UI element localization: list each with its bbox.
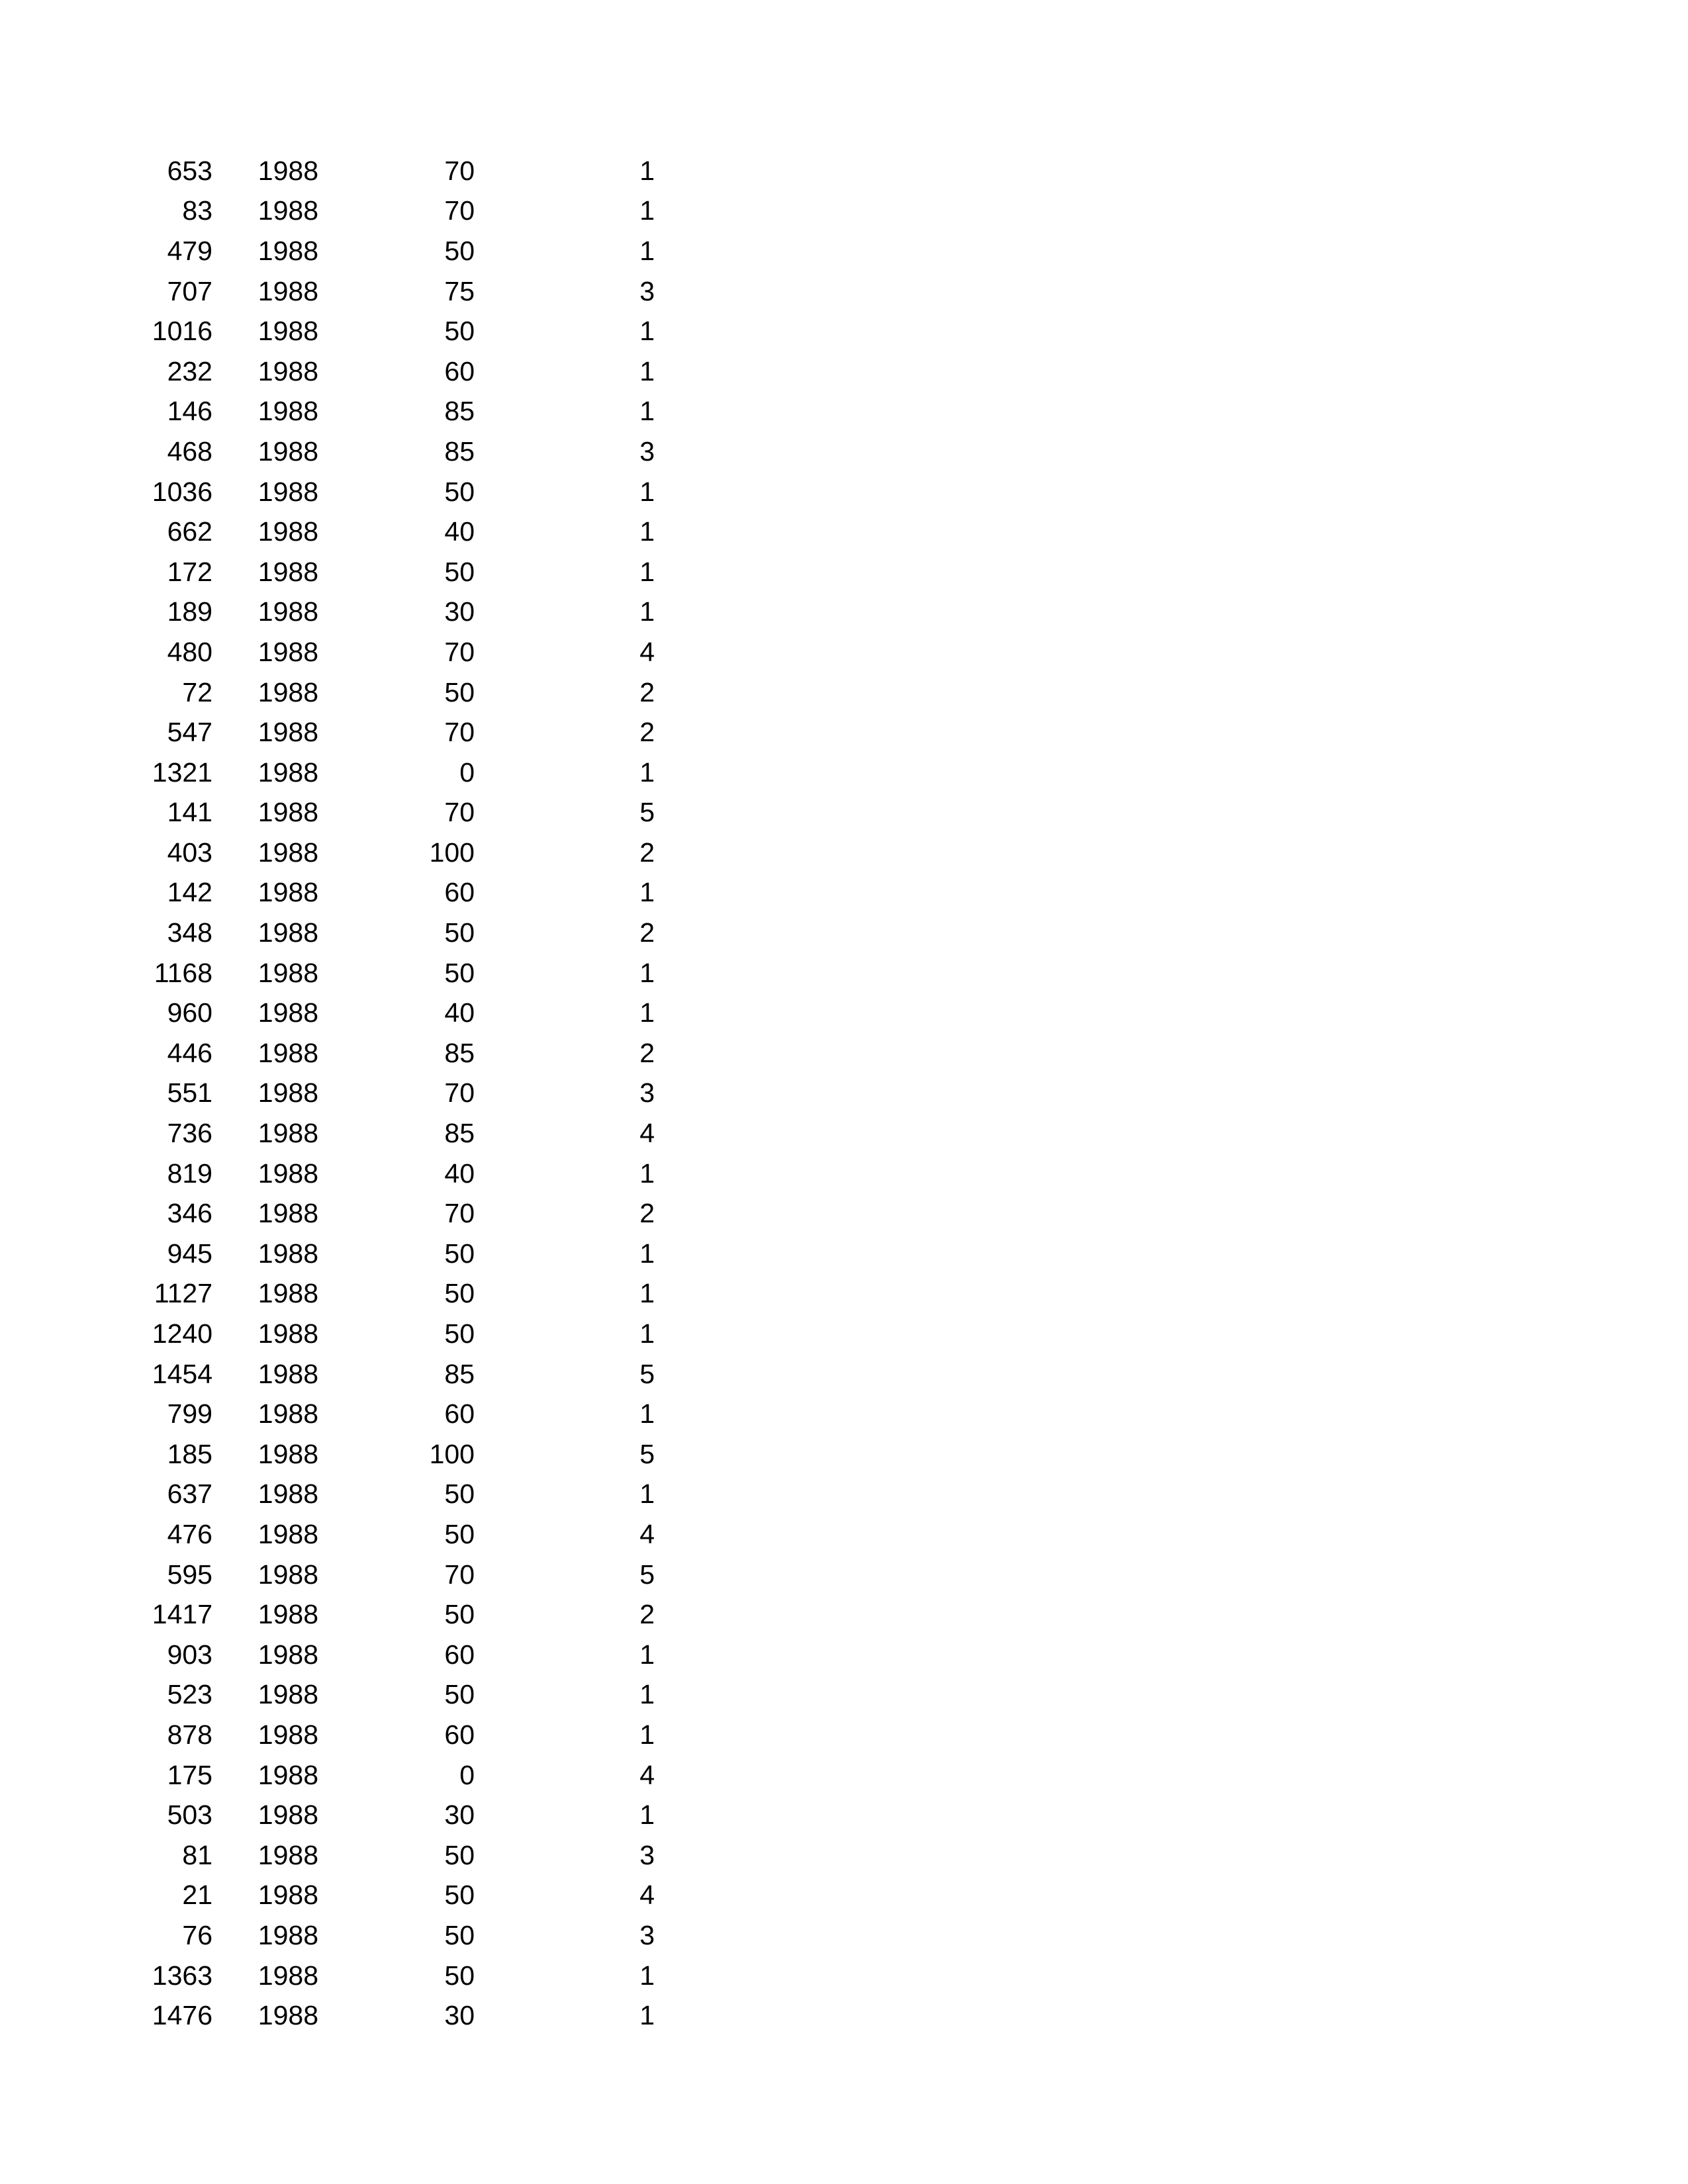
- year-cell: 1988: [258, 717, 318, 748]
- year-cell: 1988: [258, 235, 318, 266]
- count-cell: 4: [639, 636, 655, 667]
- id-cell: 653: [167, 155, 212, 186]
- id-cell: 479: [167, 235, 212, 266]
- table-row: [132, 271, 655, 312]
- year-cell: 1988: [258, 1238, 318, 1269]
- count-cell: 1: [639, 756, 655, 788]
- year-cell: 1988: [258, 556, 318, 587]
- id-cell: 503: [167, 1799, 212, 1831]
- count-cell: 3: [639, 435, 655, 467]
- value-cell: 100: [429, 837, 475, 868]
- count-cell: 4: [639, 1880, 655, 1911]
- table-row: [132, 1394, 655, 1434]
- id-cell: 142: [167, 877, 212, 908]
- count-cell: 1: [639, 1960, 655, 1991]
- year-cell: 1988: [258, 1919, 318, 1950]
- table-row: [132, 1755, 655, 1796]
- id-cell: 185: [167, 1438, 212, 1469]
- count-cell: 1: [639, 1639, 655, 1670]
- count-cell: 3: [639, 1919, 655, 1950]
- table-row: [132, 1956, 655, 1996]
- count-cell: 1: [639, 1158, 655, 1189]
- table-row: [132, 1274, 655, 1314]
- year-cell: 1988: [258, 316, 318, 347]
- id-cell: 468: [167, 435, 212, 467]
- table-row: [132, 632, 655, 672]
- id-cell: 232: [167, 355, 212, 387]
- year-cell: 1988: [258, 1398, 318, 1430]
- year-cell: 1988: [258, 1559, 318, 1590]
- year-cell: 1988: [258, 476, 318, 507]
- value-cell: 40: [444, 997, 475, 1028]
- table-row: [132, 1915, 655, 1956]
- year-cell: 1988: [258, 355, 318, 387]
- count-cell: 5: [639, 797, 655, 828]
- value-cell: 85: [444, 1037, 475, 1068]
- count-cell: 1: [639, 1278, 655, 1309]
- year-cell: 1988: [258, 1479, 318, 1510]
- count-cell: 1: [639, 476, 655, 507]
- table-row: [132, 873, 655, 913]
- id-cell: 799: [167, 1398, 212, 1430]
- count-cell: 2: [639, 837, 655, 868]
- value-cell: 30: [444, 1799, 475, 1831]
- id-cell: 1240: [152, 1318, 212, 1349]
- count-cell: 3: [639, 1077, 655, 1109]
- value-cell: 85: [444, 396, 475, 427]
- year-cell: 1988: [258, 997, 318, 1028]
- value-cell: 50: [444, 476, 475, 507]
- year-cell: 1988: [258, 1278, 318, 1309]
- year-cell: 1988: [258, 957, 318, 988]
- table-row: [132, 913, 655, 953]
- table-row: [132, 1835, 655, 1876]
- count-cell: 4: [639, 1118, 655, 1149]
- table-row: [132, 1555, 655, 1595]
- table-row: [132, 1995, 655, 2036]
- value-cell: 50: [444, 316, 475, 347]
- id-cell: 736: [167, 1118, 212, 1149]
- id-cell: 1454: [152, 1358, 212, 1389]
- count-cell: 1: [639, 1238, 655, 1269]
- value-cell: 70: [444, 797, 475, 828]
- id-cell: 1417: [152, 1599, 212, 1630]
- value-cell: 50: [444, 1960, 475, 1991]
- table-row: [132, 1434, 655, 1475]
- value-cell: 50: [444, 1839, 475, 1870]
- year-cell: 1988: [258, 1158, 318, 1189]
- value-cell: 70: [444, 1559, 475, 1590]
- table-row: [132, 1154, 655, 1194]
- id-cell: 1036: [152, 476, 212, 507]
- table-row: [132, 592, 655, 633]
- table-row: [132, 1795, 655, 1835]
- value-cell: 50: [444, 1599, 475, 1630]
- value-cell: 60: [444, 877, 475, 908]
- table-row: [132, 432, 655, 472]
- count-cell: 1: [639, 1719, 655, 1750]
- count-cell: 1: [639, 316, 655, 347]
- count-cell: 1: [639, 1398, 655, 1430]
- value-cell: 50: [444, 1479, 475, 1510]
- id-cell: 1127: [154, 1278, 212, 1309]
- id-cell: 903: [167, 1639, 212, 1670]
- count-cell: 2: [639, 1037, 655, 1068]
- year-cell: 1988: [258, 2000, 318, 2031]
- value-cell: 50: [444, 1880, 475, 1911]
- value-cell: 70: [444, 155, 475, 186]
- value-cell: 50: [444, 1278, 475, 1309]
- count-cell: 2: [639, 1198, 655, 1229]
- year-cell: 1988: [258, 1599, 318, 1630]
- count-cell: 1: [639, 1799, 655, 1831]
- table-row: [132, 712, 655, 752]
- count-cell: 2: [639, 917, 655, 948]
- year-cell: 1988: [258, 1639, 318, 1670]
- count-cell: 1: [639, 195, 655, 226]
- year-cell: 1988: [258, 917, 318, 948]
- value-cell: 60: [444, 1398, 475, 1430]
- id-cell: 72: [182, 676, 212, 707]
- value-cell: 70: [444, 717, 475, 748]
- count-cell: 5: [639, 1559, 655, 1590]
- year-cell: 1988: [258, 275, 318, 306]
- year-cell: 1988: [258, 396, 318, 427]
- count-cell: 1: [639, 957, 655, 988]
- table-row: [132, 752, 655, 793]
- value-cell: 30: [444, 596, 475, 627]
- year-cell: 1988: [258, 1037, 318, 1068]
- value-cell: 70: [444, 636, 475, 667]
- table-body: [132, 151, 655, 2036]
- count-cell: 1: [639, 1318, 655, 1349]
- count-cell: 4: [639, 1518, 655, 1549]
- id-cell: 21: [182, 1880, 212, 1911]
- year-cell: 1988: [258, 1759, 318, 1790]
- value-cell: 0: [459, 1759, 475, 1790]
- count-cell: 1: [639, 155, 655, 186]
- id-cell: 1476: [152, 2000, 212, 2031]
- id-cell: 480: [167, 636, 212, 667]
- id-cell: 960: [167, 997, 212, 1028]
- id-cell: 1016: [152, 316, 212, 347]
- id-cell: 146: [167, 396, 212, 427]
- id-cell: 81: [182, 1839, 212, 1870]
- year-cell: 1988: [258, 877, 318, 908]
- value-cell: 50: [444, 235, 475, 266]
- id-cell: 346: [167, 1198, 212, 1229]
- table-row: [132, 1234, 655, 1274]
- value-cell: 40: [444, 516, 475, 547]
- value-cell: 50: [444, 676, 475, 707]
- year-cell: 1988: [258, 1960, 318, 1991]
- value-cell: 60: [444, 1719, 475, 1750]
- table-row: [132, 1675, 655, 1715]
- count-cell: 2: [639, 1599, 655, 1630]
- year-cell: 1988: [258, 1318, 318, 1349]
- year-cell: 1988: [258, 1198, 318, 1229]
- count-cell: 1: [639, 997, 655, 1028]
- id-cell: 1168: [154, 957, 212, 988]
- id-cell: 403: [167, 837, 212, 868]
- year-cell: 1988: [258, 516, 318, 547]
- year-cell: 1988: [258, 435, 318, 467]
- count-cell: 1: [639, 235, 655, 266]
- table-row: [132, 1876, 655, 1916]
- table-row: [132, 1715, 655, 1755]
- count-cell: 5: [639, 1358, 655, 1389]
- table-row: [132, 953, 655, 993]
- table-row: [132, 231, 655, 271]
- id-cell: 1321: [152, 756, 212, 788]
- year-cell: 1988: [258, 1679, 318, 1710]
- id-cell: 76: [182, 1919, 212, 1950]
- value-cell: 50: [444, 1318, 475, 1349]
- value-cell: 50: [444, 1238, 475, 1269]
- value-cell: 85: [444, 435, 475, 467]
- value-cell: 50: [444, 556, 475, 587]
- table-row: [132, 993, 655, 1033]
- id-cell: 523: [167, 1679, 212, 1710]
- value-cell: 60: [444, 355, 475, 387]
- table-row: [132, 512, 655, 552]
- id-cell: 476: [167, 1518, 212, 1549]
- table-row: [132, 351, 655, 392]
- count-cell: 1: [639, 396, 655, 427]
- count-cell: 3: [639, 1839, 655, 1870]
- id-cell: 662: [167, 516, 212, 547]
- id-cell: 348: [167, 917, 212, 948]
- value-cell: 50: [444, 1518, 475, 1549]
- year-cell: 1988: [258, 195, 318, 226]
- year-cell: 1988: [258, 1799, 318, 1831]
- count-cell: 1: [639, 556, 655, 587]
- table-row: [132, 1635, 655, 1675]
- count-cell: 2: [639, 676, 655, 707]
- id-cell: 83: [182, 195, 212, 226]
- year-cell: 1988: [258, 797, 318, 828]
- year-cell: 1988: [258, 1358, 318, 1389]
- table-row: [132, 1193, 655, 1234]
- table-row: [132, 311, 655, 351]
- table-row: [132, 392, 655, 432]
- count-cell: 1: [639, 596, 655, 627]
- value-cell: 85: [444, 1118, 475, 1149]
- table-row: [132, 1113, 655, 1154]
- count-cell: 1: [639, 355, 655, 387]
- count-cell: 2: [639, 717, 655, 748]
- count-cell: 1: [639, 2000, 655, 2031]
- year-cell: 1988: [258, 1518, 318, 1549]
- value-cell: 30: [444, 2000, 475, 2031]
- value-cell: 0: [459, 756, 475, 788]
- table-row: [132, 151, 655, 191]
- id-cell: 595: [167, 1559, 212, 1590]
- id-cell: 1363: [152, 1960, 212, 1991]
- id-cell: 819: [167, 1158, 212, 1189]
- count-cell: 4: [639, 1759, 655, 1790]
- table-row: [132, 1514, 655, 1555]
- year-cell: 1988: [258, 1077, 318, 1109]
- year-cell: 1988: [258, 676, 318, 707]
- count-cell: 1: [639, 1679, 655, 1710]
- table-row: [132, 1073, 655, 1114]
- year-cell: 1988: [258, 155, 318, 186]
- count-cell: 1: [639, 877, 655, 908]
- id-cell: 551: [167, 1077, 212, 1109]
- id-cell: 172: [167, 556, 212, 587]
- value-cell: 50: [444, 957, 475, 988]
- id-cell: 141: [167, 797, 212, 828]
- year-cell: 1988: [258, 1438, 318, 1469]
- value-cell: 40: [444, 1158, 475, 1189]
- table-row: [132, 1475, 655, 1515]
- id-cell: 175: [167, 1759, 212, 1790]
- value-cell: 70: [444, 195, 475, 226]
- id-cell: 637: [167, 1479, 212, 1510]
- year-cell: 1988: [258, 1118, 318, 1149]
- value-cell: 70: [444, 1198, 475, 1229]
- id-cell: 446: [167, 1037, 212, 1068]
- table-row: [132, 672, 655, 713]
- year-cell: 1988: [258, 596, 318, 627]
- count-cell: 3: [639, 275, 655, 306]
- value-cell: 60: [444, 1639, 475, 1670]
- year-cell: 1988: [258, 756, 318, 788]
- id-cell: 707: [167, 275, 212, 306]
- table-row: [132, 1033, 655, 1073]
- value-cell: 75: [444, 275, 475, 306]
- year-cell: 1988: [258, 636, 318, 667]
- data-table: [132, 151, 655, 2036]
- table-row: [132, 552, 655, 592]
- table-row: [132, 1314, 655, 1354]
- value-cell: 50: [444, 1679, 475, 1710]
- table-row: [132, 472, 655, 512]
- value-cell: 50: [444, 917, 475, 948]
- table-row: [132, 1594, 655, 1635]
- table-row: [132, 1354, 655, 1394]
- id-cell: 189: [167, 596, 212, 627]
- value-cell: 100: [429, 1438, 475, 1469]
- table-row: [132, 191, 655, 232]
- count-cell: 5: [639, 1438, 655, 1469]
- value-cell: 50: [444, 1919, 475, 1950]
- id-cell: 878: [167, 1719, 212, 1750]
- year-cell: 1988: [258, 1719, 318, 1750]
- table-row: [132, 793, 655, 833]
- count-cell: 1: [639, 1479, 655, 1510]
- table-row: [132, 833, 655, 873]
- year-cell: 1988: [258, 837, 318, 868]
- value-cell: 70: [444, 1077, 475, 1109]
- year-cell: 1988: [258, 1880, 318, 1911]
- year-cell: 1988: [258, 1839, 318, 1870]
- id-cell: 547: [167, 717, 212, 748]
- id-cell: 945: [167, 1238, 212, 1269]
- count-cell: 1: [639, 516, 655, 547]
- value-cell: 85: [444, 1358, 475, 1389]
